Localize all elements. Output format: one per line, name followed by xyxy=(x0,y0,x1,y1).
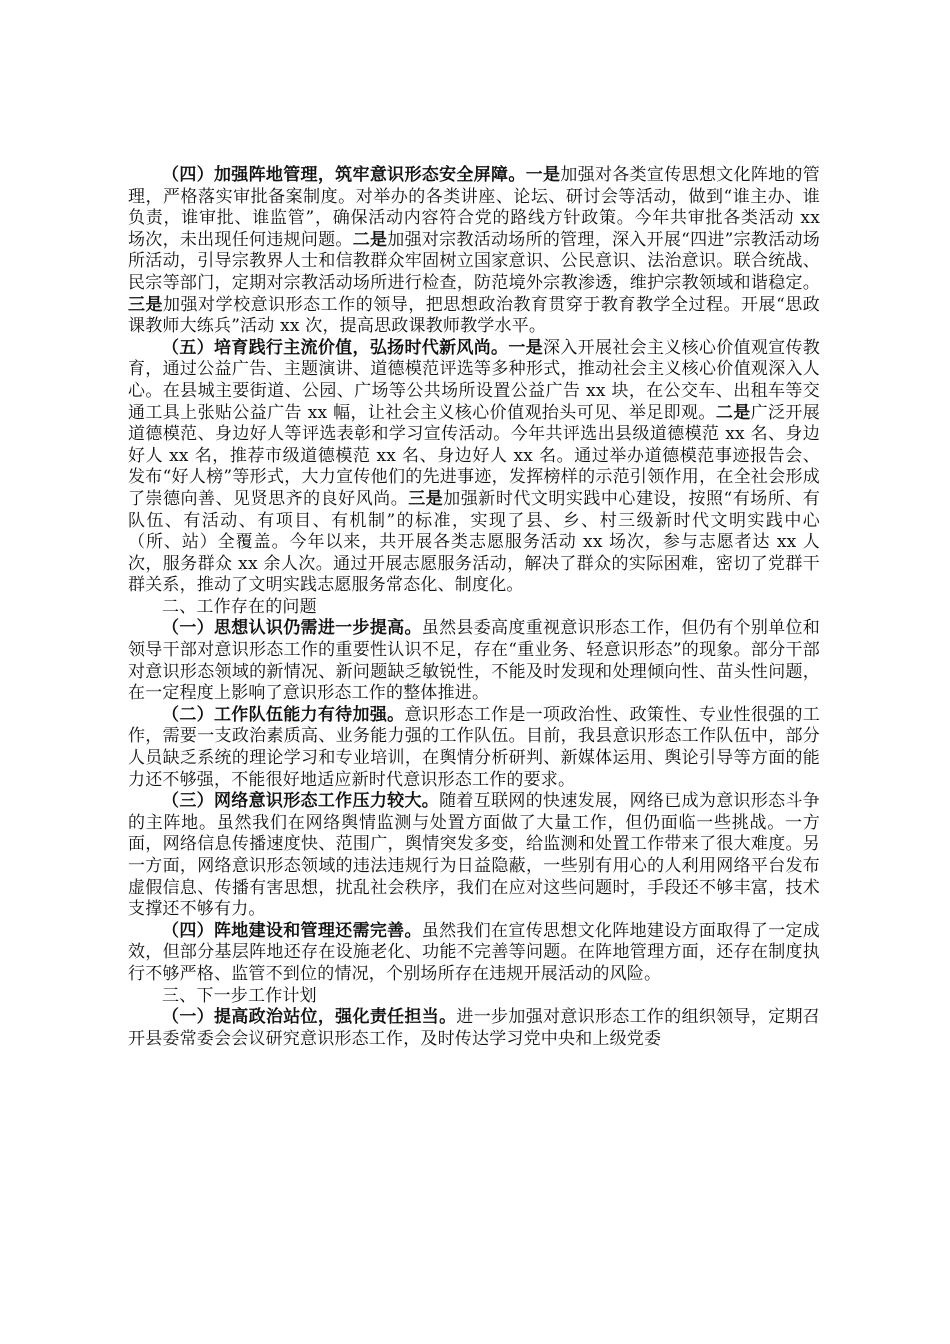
ordinal-marker: 三是 xyxy=(128,294,164,315)
paragraph-text: 广泛开展道德模范、身边好人等评选表彰和学习宣传活动。今年共评选出县级道德模范 xx 名、身边好人 xx 名，推荐市级道德模范 xx 名、身边好人 xx 名。通过举办道德模范事迹报告会、发布“好人榜”等形式，大力宣传他们的先进事迹，发挥榜样的示范引领作用，在全社会形成了崇德向善、见贤思齐的良好风尚。 xyxy=(128,402,820,509)
paragraph-lead: （二）工作队伍能力有待加强。 xyxy=(162,704,405,725)
paragraph-lead: （四）阵地建设和管理还需完善。 xyxy=(162,920,422,941)
paragraph-lead: （五）培育践行主流价值，弘扬时代新风尚。 xyxy=(162,337,509,358)
paragraph-lead: （一）提高政治站位，强化责任担当。 xyxy=(162,1007,457,1028)
heading-text: 二、工作存在的问题 xyxy=(162,596,317,617)
paragraph-text: 进一步加强对意识形态工作的组织领导，定期召开县委常委会会议研究意识形态工作，及时传达学习党中央和上级党委 xyxy=(128,1007,820,1049)
paragraph-text: 加强对各类宣传思想文化阵地的管理，严格落实审批备案制度。对举办的各类讲座、论坛、研讨会等活动，做到“谁主办、谁负责，谁审批、谁监管”，确保活动内容符合党的路线方针政策。今年共审批各类活动 xx 场次，未出现任何违规问题。 xyxy=(128,165,821,250)
paragraph-lead: （三）网络意识形态工作压力较大。 xyxy=(162,791,440,812)
section-heading xyxy=(128,597,820,619)
paragraph-text: 虽然县委高度重视意识形态工作，但仍有个别单位和领导干部对意识形态工作的重要性认识不足，存在“重业务、轻意识形态”的现象。部分干部对意识形态领域的新情况、新问题缺乏敏锐性，不能及时发现和处理倾向性、苗头性问题，在一定程度上影响了意识形态工作的整体推进。 xyxy=(128,618,820,704)
paragraph-text: 加强新时代文明实践中心建设，按照“有场所、有队伍、有活动、有项目、有机制”的标准，实现了县、乡、村三级新时代文明实践中心（所、站）全覆盖。今年以来，共开展各类志愿服务活动 xx 场次，参与志愿者达 xx 人次，服务群众 xx 余人次。通过开展志愿服务活动，解决了群众的实际困难，密切了党群干群关系，推动了文明实践志愿服务常态化、制度化。 xyxy=(128,488,820,596)
paragraph-text: 加强对宗教活动场所的管理，深入开展“四进”宗教活动场所活动，引导宗教界人士和信教群众牢固树立国家意识、公民意识、法治意识。联合统战、民宗等部门，定期对宗教活动场所进行检查，防范境外宗教渗透，维护宗教领域和谐稳定。 xyxy=(128,229,820,293)
paragraph-text: 深入开展社会主义核心价值观宣传教育，通过公益广告、主题演讲、道德模范评选等多种形式，推动社会主义核心价值观深入人心。在县城主要街道、公园、广场等公共场所设置公益广告 xx 块，在公交车、出租车等交通工具上张贴公益广告 xx 幅，让社会主义核心价值观抬头可见、举足即观。 xyxy=(128,337,820,423)
ordinal-marker: 二是 xyxy=(352,229,388,250)
paragraph-text: 意识形态工作是一项政治性、政策性、专业性很强的工作，需要一支政治素质高、业务能力强的工作队伍。目前，我县意识形态工作队伍中，部分人员缺乏系统的理论学习和专业培训，在舆情分析研判、新媒体运用、舆论引导等方面的能力还不够强，不能很好地适应新时代意识形态工作的要求。 xyxy=(128,704,820,790)
ordinal-marker: 三是 xyxy=(408,488,444,509)
paragraph-text: 加强对学校意识形态工作的领导，把思想政治教育贯穿于教育教学全过程。开展“思政课教师大练兵”活动 xx 次，提高思政课教师教学水平。 xyxy=(128,294,820,337)
document-body xyxy=(128,165,820,1050)
paragraph-lead: （一）思想认识仍需进一步提高。 xyxy=(162,618,422,639)
ordinal-marker: 一是 xyxy=(508,337,544,358)
paragraph-text: 随着互联网的快速发展，网络已成为意识形态斗争的主阵地。虽然我们在网络舆情监测与处置方面做了大量工作，但仍面临一些挑战。一方面，网络信息传播速度快、范围广，舆情突发多变，给监测和处置工作带来了很大难度。另一方面，网络意识形态领域的违法违规行为日益隐蔽，一些别有用心的人利用网络平台发布虚假信息、传播有害思想，扰乱社会秩序，我们在应对这些问题时，手段还不够丰富，技术支撑还不够有力。 xyxy=(128,791,821,920)
paragraph-text: 虽然我们在宣传思想文化阵地建设方面取得了一定成效，但部分基层阵地还存在设施老化、功能不完善等问题。在阵地管理方面，还存在制度执行不够严格、监管不到位的情况，个别场所存在违规开展活动的风险。 xyxy=(128,920,820,984)
paragraph-lead: （四）加强阵地管理，筑牢意识形态安全屏障。 xyxy=(162,165,526,185)
ordinal-marker: 一是 xyxy=(525,165,561,185)
paragraph xyxy=(128,791,820,921)
paragraph xyxy=(128,618,820,704)
section-heading xyxy=(128,986,820,1008)
paragraph xyxy=(128,165,820,338)
heading-text: 三、下一步工作计划 xyxy=(162,985,317,1006)
paragraph xyxy=(128,705,820,791)
paragraph xyxy=(128,338,820,597)
paragraph xyxy=(128,921,820,986)
ordinal-marker: 二是 xyxy=(715,402,751,423)
paragraph xyxy=(128,1007,820,1050)
